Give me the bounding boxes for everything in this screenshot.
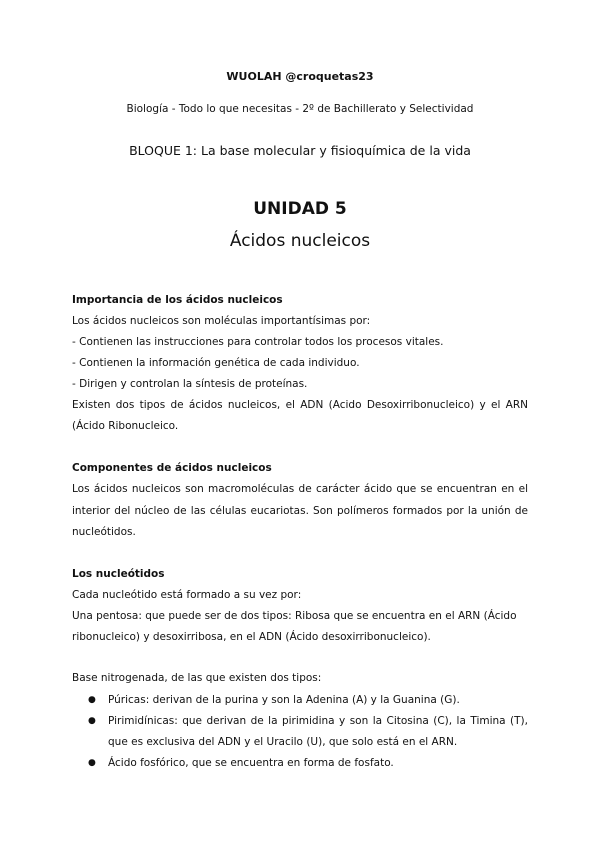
importance-point: - Contienen la información genética de cada individuo. xyxy=(72,357,360,369)
section-paragraph: Los ácidos nucleicos son macromoléculas de carácter ácido que se encuentran en el interior del núcleo de las células eucariotas. Son polímeros formados por la unión de nucleótidos. xyxy=(72,483,528,538)
importance-point: - Contienen las instrucciones para controlar todos los procesos vitales. xyxy=(72,336,444,348)
pentose-paragraph: Una pentosa: que puede ser de dos tipos: Ribosa que se encuentra en el ARN (Ácido ribonucleico) y desoxirribosa, en el ADN (Ácido desoxirribonucleico). xyxy=(72,610,517,643)
section-nucleotides xyxy=(72,564,528,648)
list-item-text: Púricas: derivan de la purina y son la Adenina (A) y la Guanina (G). xyxy=(108,694,460,706)
bullet-icon: ● xyxy=(88,695,96,705)
section-heading: Los nucleótidos xyxy=(72,568,165,580)
list-item-text: Pirimidínicas: que derivan de la pirimidina y son la Citosina (C), la Timina (T), que es exclusiva del ADN y el Uracilo (U), que solo está en el ARN. xyxy=(108,715,528,748)
bullet-icon: ● xyxy=(88,716,96,726)
list-item xyxy=(88,711,528,753)
unit-title: UNIDAD 5 xyxy=(253,199,347,219)
block-title: BLOQUE 1: La base molecular y fisioquímica de la vida xyxy=(129,143,471,158)
section-heading: Componentes de ácidos nucleicos xyxy=(72,462,272,474)
bullet-icon: ● xyxy=(88,758,96,768)
brand-header: WUOLAH @croquetas23 xyxy=(226,70,374,83)
list-item xyxy=(88,753,528,774)
list-item xyxy=(88,690,528,711)
list-item-text: Ácido fosfórico, que se encuentra en forma de fosfato. xyxy=(108,757,394,769)
section-importance xyxy=(72,290,528,437)
document-subtitle: Biología - Todo lo que necesitas - 2º de Bachillerato y Selectividad xyxy=(126,103,474,115)
section-paragraph: Existen dos tipos de ácidos nucleicos, el ADN (Acido Desoxirribonucleico) y el ARN (Ácido Ribonucleico. xyxy=(72,399,528,432)
nitrogen-base-list xyxy=(88,690,528,774)
unit-subtitle: Ácidos nucleicos xyxy=(229,231,371,251)
section-intro: Los ácidos nucleicos son moléculas importantísimas por: xyxy=(72,315,371,327)
section-heading: Importancia de los ácidos nucleicos xyxy=(72,294,283,306)
section-components xyxy=(72,458,528,544)
base-intro: Base nitrogenada, de las que existen dos tipos: xyxy=(72,672,322,684)
section-intro: Cada nucleótido está formado a su vez por: xyxy=(72,589,302,601)
importance-point: - Dirigen y controlan la síntesis de proteínas. xyxy=(72,378,308,390)
